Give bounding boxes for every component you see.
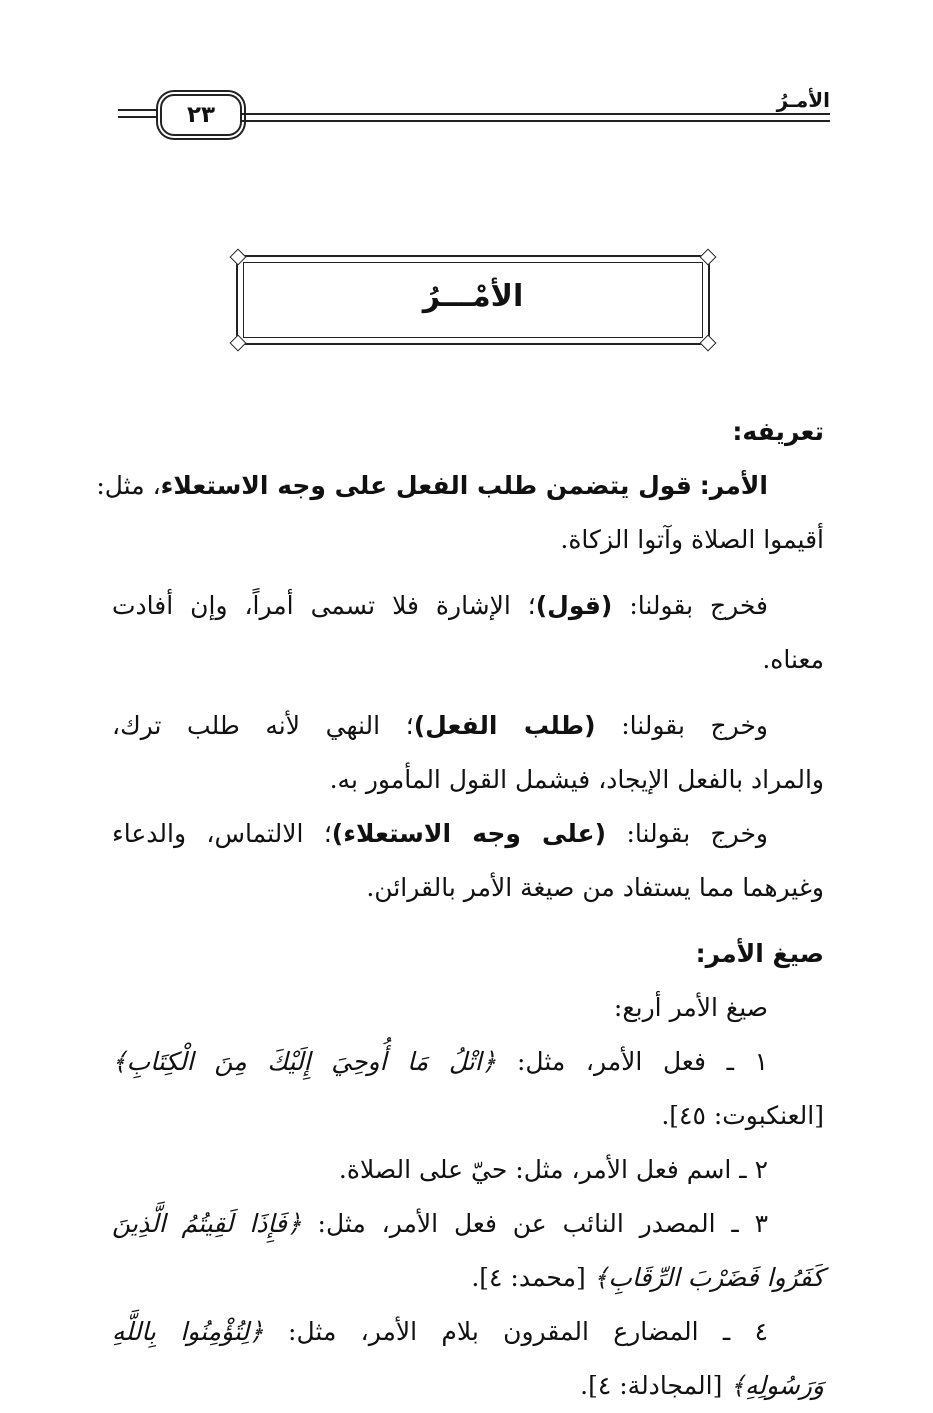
form-item-continuation bbox=[112, 1359, 824, 1413]
form-item bbox=[112, 1197, 824, 1251]
running-title: الأمـرُ bbox=[776, 88, 830, 112]
form-item-text: ٤ ـ المضارع المقرون بلام الأمر، مثل: bbox=[288, 1317, 768, 1346]
exclusion-term: (على وجه الاستعلاء) bbox=[331, 819, 607, 848]
chapter-title: الأمْـــرُ bbox=[422, 279, 524, 314]
exclusion-prefix: وخرج بقولنا: bbox=[626, 819, 768, 848]
form-item-text: ٣ ـ المصدر النائب عن فعل الأمر، مثل: bbox=[317, 1209, 769, 1238]
chapter-title-frame bbox=[236, 255, 710, 345]
verse-citation: [محمد: ٤]. bbox=[471, 1263, 586, 1292]
page-body bbox=[96, 405, 824, 1413]
verse-citation: [المجادلة: ٤]. bbox=[580, 1371, 723, 1400]
form-item-text: ١ ـ فعل الأمر، مثل: bbox=[516, 1047, 768, 1076]
running-header bbox=[118, 88, 830, 138]
definition-line bbox=[96, 459, 824, 513]
quran-verse: كَفَرُوا فَضَرْبَ الرِّقَابِ﴾ bbox=[593, 1263, 824, 1292]
forms-heading: صيغ الأمر: bbox=[695, 939, 824, 968]
exclusion-term: (طلب الفعل) bbox=[413, 711, 596, 740]
exclusion-continuation: والمراد بالفعل الإيجاد، فيشمل القول المأمور به. bbox=[329, 765, 824, 794]
exclusion-prefix: فخرج بقولنا: bbox=[629, 591, 769, 620]
exclusion-paragraph bbox=[112, 699, 824, 753]
exclusion-paragraph bbox=[112, 807, 824, 861]
definition-term: الأمر: bbox=[699, 471, 768, 500]
page-number: ٢٣ bbox=[160, 94, 242, 136]
definition-text: قول يتضمن طلب الفعل على وجه الاستعلاء bbox=[160, 471, 692, 500]
form-item: ٢ ـ اسم فعل الأمر، مثل: حيّ على الصلاة. bbox=[338, 1155, 768, 1184]
verse-citation: [العنكبوت: ٤٥]. bbox=[661, 1101, 824, 1130]
exclusion-text: ؛ الالتماس، والدعاء bbox=[112, 819, 332, 848]
form-item bbox=[112, 1035, 824, 1089]
header-rule-left bbox=[118, 109, 158, 118]
exclusion-continuation: وغيرهما مما يستفاد من صيغة الأمر بالقرائن. bbox=[366, 873, 824, 902]
exclusion-term: (قول) bbox=[535, 591, 613, 620]
exclusion-text: ؛ النهي لأنه طلب ترك، bbox=[112, 711, 414, 740]
quran-verse: ﴿لِتُؤْمِنُوا بِاللَّهِ bbox=[112, 1317, 264, 1346]
definition-example: أقيموا الصلاة وآتوا الزكاة. bbox=[560, 525, 824, 554]
definition-heading: تعريفه: bbox=[732, 417, 824, 446]
form-item bbox=[112, 1305, 824, 1359]
quran-verse: ﴿فَإِذَا لَقِيتُمُ الَّذِينَ bbox=[112, 1209, 302, 1238]
forms-intro: صيغ الأمر أربع: bbox=[613, 993, 768, 1022]
exclusion-paragraph bbox=[112, 579, 824, 633]
definition-rest: ، مثل: bbox=[96, 471, 161, 500]
exclusion-prefix: وخرج بقولنا: bbox=[621, 711, 768, 740]
exclusion-continuation: معناه. bbox=[762, 645, 824, 674]
quran-verse: وَرَسُولِهِ﴾ bbox=[730, 1371, 824, 1400]
exclusion-text: ؛ الإشارة فلا تسمى أمراً، وإن أفادت bbox=[112, 591, 536, 620]
header-rule-right bbox=[242, 113, 830, 122]
quran-verse: ﴿اتْلُ مَا أُوحِيَ إِلَيْكَ مِنَ الْكِتَابِ﴾ bbox=[112, 1047, 497, 1076]
form-item-continuation bbox=[112, 1251, 824, 1305]
